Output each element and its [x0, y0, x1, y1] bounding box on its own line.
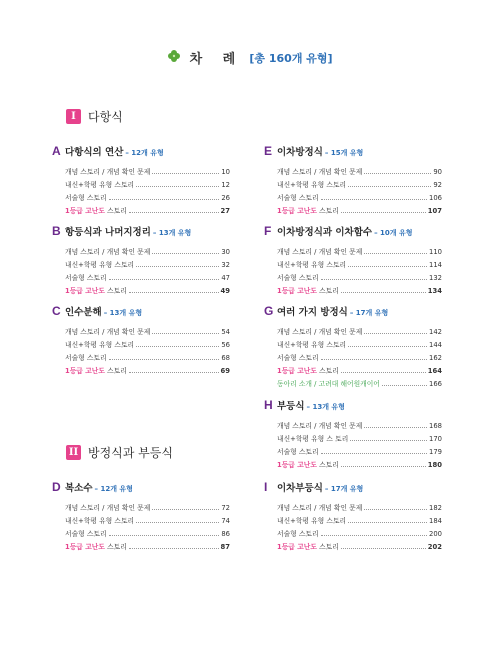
page-number: 110 — [429, 248, 442, 256]
section-heading — [52, 480, 230, 496]
page-number: 90 — [433, 168, 442, 176]
toc-entry[interactable] — [65, 512, 230, 525]
entry-label: 서술형 스토리 — [277, 530, 319, 538]
toc-entry[interactable] — [65, 176, 230, 189]
page-number: 170 — [429, 435, 442, 443]
dot-leader — [348, 266, 427, 267]
toc-entry[interactable] — [277, 269, 442, 282]
dot-leader — [364, 509, 427, 510]
page-number: 202 — [427, 543, 442, 551]
dot-leader — [341, 212, 426, 213]
page-number: 144 — [429, 341, 442, 349]
toc-entry[interactable] — [277, 375, 442, 388]
entry-label-highlight: 1등급 고난도 — [277, 287, 317, 295]
dot-leader — [136, 186, 219, 187]
dot-leader — [152, 333, 219, 334]
entry-label: 서술형 스토리 — [65, 194, 107, 202]
entry-label — [65, 365, 127, 375]
entry-label: 개념 스토리 / 개념 확인 문제 — [277, 422, 363, 430]
section-heading — [52, 144, 230, 160]
entry-label — [277, 205, 339, 215]
section-letter: D — [52, 480, 61, 494]
section-i — [264, 480, 442, 551]
page-number: 26 — [221, 194, 230, 202]
entry-label — [277, 459, 339, 469]
section-letter: E — [264, 144, 273, 158]
page-number: 56 — [221, 341, 230, 349]
section-letter: A — [52, 144, 61, 158]
entry-label — [65, 205, 127, 215]
dot-leader — [109, 535, 220, 536]
section-title: 이차방정식과 이차함수 — [277, 227, 373, 238]
part-2-numeral: II — [66, 445, 81, 460]
toc-entry[interactable] — [277, 512, 442, 525]
entry-label — [65, 541, 127, 551]
dot-leader — [152, 509, 219, 510]
dot-leader — [109, 279, 220, 280]
toc-entry[interactable] — [277, 243, 442, 256]
page-number: 200 — [429, 530, 442, 538]
dot-leader — [321, 279, 427, 280]
toc-entry[interactable] — [65, 362, 230, 375]
section-h — [264, 398, 442, 469]
page-number: 107 — [427, 207, 442, 215]
section-g — [264, 304, 442, 388]
section-heading — [264, 224, 442, 240]
dot-leader — [136, 346, 219, 347]
section-type-count: – 10개 유형 — [374, 229, 413, 237]
page-number: 87 — [220, 543, 230, 551]
toc-entry[interactable] — [277, 163, 442, 176]
entry-label: 개념 스토리 / 개념 확인 문제 — [65, 328, 151, 336]
toc-entry[interactable] — [277, 499, 442, 512]
section-c — [52, 304, 230, 375]
entry-label: 서술형 스토리 — [65, 530, 107, 538]
toc-entry[interactable] — [65, 538, 230, 551]
entry-label-rest: 스토리 — [104, 367, 127, 375]
page-number: 54 — [221, 328, 230, 336]
entry-label: 개념 스토리 / 개념 확인 문제 — [65, 248, 151, 256]
toc-entry[interactable] — [65, 256, 230, 269]
page-number: 179 — [429, 448, 442, 456]
dot-leader — [341, 292, 426, 293]
page-number: 30 — [221, 248, 230, 256]
dot-leader — [129, 212, 219, 213]
dot-leader — [129, 292, 219, 293]
toc-entry[interactable] — [277, 430, 442, 443]
entry-label-rest: 스토리 — [316, 367, 339, 375]
entry-label-highlight: 1등급 고난도 — [277, 461, 317, 469]
page-number: 32 — [221, 261, 230, 269]
dot-leader — [152, 173, 219, 174]
toc-entry[interactable] — [65, 243, 230, 256]
entry-label — [277, 365, 339, 375]
entry-label: 내신+학평 유형 스 토리 — [277, 435, 349, 443]
toc-entry[interactable] — [65, 323, 230, 336]
section-heading — [264, 398, 442, 414]
entry-label: 개념 스토리 / 개념 확인 문제 — [277, 168, 363, 176]
toc-entry[interactable] — [277, 538, 442, 551]
dot-leader — [348, 186, 431, 187]
dot-leader — [321, 359, 427, 360]
entry-label — [277, 285, 339, 295]
entry-label: 내신+학평 유형 스토리 — [65, 261, 135, 269]
page-number: 10 — [221, 168, 230, 176]
toc-entry[interactable] — [277, 349, 442, 362]
section-heading — [52, 304, 230, 320]
dot-leader — [136, 266, 219, 267]
toc-entry[interactable] — [277, 323, 442, 336]
entry-label: 서술형 스토리 — [277, 448, 319, 456]
entry-label-rest: 스토리 — [104, 287, 127, 295]
toc-entry[interactable] — [277, 176, 442, 189]
dot-leader — [364, 333, 427, 334]
entry-label-highlight: 1등급 고난도 — [65, 207, 105, 215]
toc-entry[interactable] — [65, 499, 230, 512]
entry-label-highlight: 1등급 고난도 — [65, 367, 105, 375]
entry-label: 서술형 스토리 — [65, 354, 107, 362]
entry-label: 내신+학평 유형 스토리 — [277, 341, 347, 349]
section-type-count: – 12개 유형 — [125, 149, 164, 157]
entry-label: 동아리 소개 / 고려대 해어원캐이어 — [277, 380, 380, 388]
dot-leader — [341, 372, 426, 373]
section-type-count: – 17개 유형 — [324, 485, 364, 493]
page-number: 72 — [221, 504, 230, 512]
page-number: 180 — [427, 461, 442, 469]
dot-leader — [382, 385, 427, 386]
entry-label: 내신+학평 유형 스토리 — [65, 181, 135, 189]
section-heading — [52, 224, 230, 240]
entry-label-highlight: 1등급 고난도 — [277, 367, 317, 375]
section-letter: I — [264, 480, 268, 494]
entry-label-rest: 스토리 — [316, 207, 339, 215]
entry-label: 서술형 스토리 — [277, 274, 319, 282]
section-letter: B — [52, 224, 61, 238]
dot-leader — [129, 372, 219, 373]
entry-label — [65, 285, 127, 295]
section-letter: F — [264, 224, 272, 238]
section-e — [264, 144, 442, 215]
page-number: 168 — [429, 422, 442, 430]
entry-label: 개념 스토리 / 개념 확인 문제 — [65, 168, 151, 176]
section-f — [264, 224, 442, 295]
section-type-count: – 13개 유형 — [103, 309, 143, 317]
entry-label: 개념 스토리 / 개념 확인 문제 — [277, 504, 363, 512]
entry-label: 내신+학평 유형 스토리 — [277, 517, 347, 525]
section-a — [52, 144, 230, 215]
dot-leader — [364, 427, 427, 428]
entry-label: 서술형 스토리 — [277, 354, 319, 362]
page-number: 182 — [429, 504, 442, 512]
page-number: 132 — [429, 274, 442, 282]
total-count: [총 160개 유형] — [249, 51, 333, 65]
toc-entry[interactable] — [277, 443, 442, 456]
entry-label: 서술형 스토리 — [277, 194, 319, 202]
dot-leader — [341, 548, 426, 549]
dot-leader — [109, 199, 220, 200]
dot-leader — [109, 359, 220, 360]
entry-label: 내신+학평 유형 스토리 — [65, 517, 135, 525]
dot-leader — [348, 522, 427, 523]
entry-label-highlight: 1등급 고난도 — [277, 207, 317, 215]
dot-leader — [364, 173, 431, 174]
toc-entry[interactable] — [277, 456, 442, 469]
section-type-count: – 17개 유형 — [349, 309, 389, 317]
toc-entry[interactable] — [277, 256, 442, 269]
toc-entry[interactable] — [277, 189, 442, 202]
entry-label-highlight: 1등급 고난도 — [65, 543, 105, 551]
section-heading — [264, 304, 442, 320]
dot-leader — [321, 199, 427, 200]
entry-label-highlight: 1등급 고난도 — [277, 543, 317, 551]
toc-entry[interactable] — [65, 282, 230, 295]
entry-label-rest: 스토리 — [316, 287, 339, 295]
dot-leader — [350, 440, 427, 441]
entry-label: 내신+학평 유형 스토리 — [277, 261, 347, 269]
toc-entry[interactable] — [277, 202, 442, 215]
toc-entry[interactable] — [277, 282, 442, 295]
toc-entry[interactable] — [277, 417, 442, 430]
section-d — [52, 480, 230, 551]
toc-entry[interactable] — [65, 269, 230, 282]
entry-label: 내신+학평 유형 스토리 — [65, 341, 135, 349]
entry-label-rest: 스토리 — [316, 461, 339, 469]
page-number: 166 — [429, 380, 442, 388]
entry-label — [277, 541, 339, 551]
part-1-numeral: I — [66, 109, 81, 124]
section-title: 복소수 — [65, 483, 93, 494]
page-number: 142 — [429, 328, 442, 336]
toc-entry[interactable] — [65, 349, 230, 362]
toc-entry[interactable] — [65, 202, 230, 215]
page-number: 164 — [427, 367, 442, 375]
toc-entry[interactable] — [65, 189, 230, 202]
toc-entry[interactable] — [277, 336, 442, 349]
dot-leader — [129, 548, 219, 549]
page-number: 47 — [221, 274, 230, 282]
page-number: 69 — [220, 367, 230, 375]
part-1-title: 다항식 — [88, 110, 123, 124]
entry-label-rest: 스토리 — [104, 543, 127, 551]
section-letter: H — [264, 398, 273, 412]
section-type-count: – 13개 유형 — [306, 403, 345, 411]
page-number: 12 — [221, 181, 230, 189]
page-number: 27 — [220, 207, 230, 215]
page-number: 68 — [221, 354, 230, 362]
toc-entry[interactable] — [65, 163, 230, 176]
entry-label: 개념 스토리 / 개념 확인 문제 — [277, 248, 363, 256]
toc-header — [0, 48, 500, 67]
section-title: 이차방정식 — [277, 147, 323, 158]
dot-leader — [348, 346, 427, 347]
entry-label: 서술형 스토리 — [65, 274, 107, 282]
page-number: 74 — [221, 517, 230, 525]
entry-label-highlight: 1등급 고난도 — [65, 287, 105, 295]
page-number: 49 — [220, 287, 230, 295]
entry-label: 개념 스토리 / 개념 확인 문제 — [65, 504, 151, 512]
entry-label-rest: 스토리 — [104, 207, 127, 215]
page-number: 92 — [433, 181, 442, 189]
section-heading — [264, 144, 442, 160]
section-type-count: – 12개 유형 — [94, 485, 133, 493]
clover-icon — [167, 49, 181, 67]
section-type-count: – 13개 유형 — [152, 229, 192, 237]
section-title: 항등식과 나머지정리 — [65, 227, 151, 238]
section-title: 부등식 — [277, 401, 305, 412]
section-letter: C — [52, 304, 61, 318]
toc-entry[interactable] — [277, 525, 442, 538]
dot-leader — [152, 253, 219, 254]
toc-entry[interactable] — [65, 336, 230, 349]
dot-leader — [321, 453, 427, 454]
part-1-heading — [66, 108, 123, 125]
toc-entry[interactable] — [277, 362, 442, 375]
page-number: 184 — [429, 517, 442, 525]
entry-label-rest: 스토리 — [316, 543, 339, 551]
toc-entry[interactable] — [65, 525, 230, 538]
page-number: 134 — [427, 287, 442, 295]
section-letter: G — [264, 304, 274, 318]
dot-leader — [364, 253, 427, 254]
part-2-title: 방정식과 부등식 — [88, 446, 173, 460]
section-type-count: – 15개 유형 — [324, 149, 364, 157]
dot-leader — [321, 535, 427, 536]
dot-leader — [136, 522, 219, 523]
dot-leader — [341, 466, 426, 467]
entry-label: 개념 스토리 / 개념 확인 문제 — [277, 328, 363, 336]
part-2-heading — [66, 444, 173, 461]
section-heading — [264, 480, 442, 496]
section-title: 이차부등식 — [277, 483, 323, 494]
page-title: 차 례 — [189, 52, 244, 67]
section-title: 인수분해 — [65, 307, 102, 318]
section-b — [52, 224, 230, 295]
page-number: 86 — [221, 530, 230, 538]
page-number: 114 — [429, 261, 442, 269]
section-title: 다항식의 연산 — [65, 147, 124, 158]
entry-label: 내신+학평 유형 스토리 — [277, 181, 347, 189]
page-number: 162 — [429, 354, 442, 362]
page-number: 106 — [429, 194, 442, 202]
section-title: 여러 가지 방정식 — [277, 307, 348, 318]
